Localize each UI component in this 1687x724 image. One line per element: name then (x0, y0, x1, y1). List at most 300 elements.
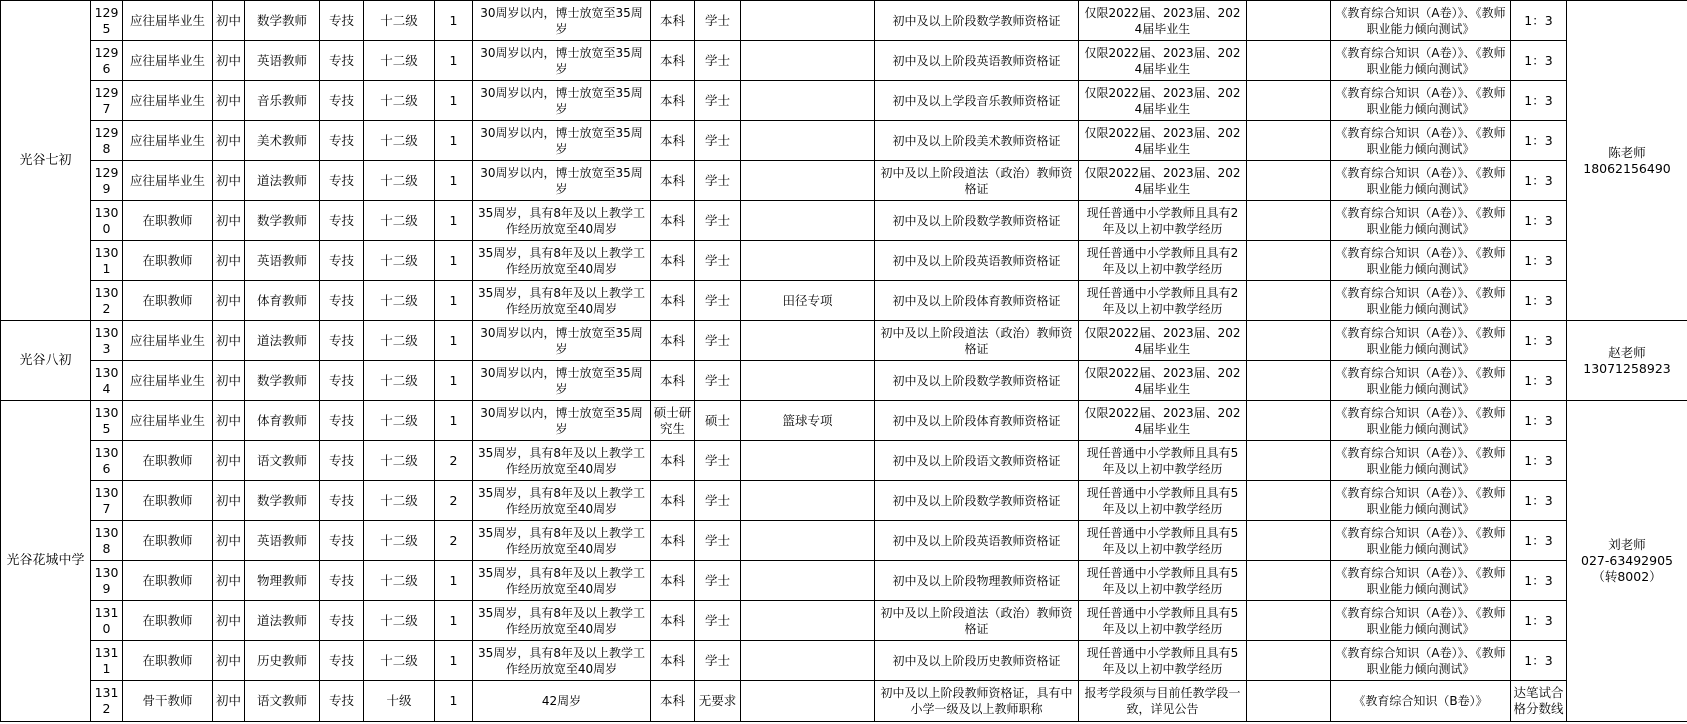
exam-subjects-cell: 《教育综合知识（A卷）》、《教师职业能力倾向测试》 (1331, 641, 1511, 681)
age-requirement-cell: 35周岁，具有8年及以上教学工作经历放宽至40周岁 (473, 561, 651, 601)
age-requirement-cell: 35周岁，具有8年及以上教学工作经历放宽至40周岁 (473, 441, 651, 481)
education-cell: 本科 (651, 241, 695, 281)
recruit-target-cell: 应往届毕业生 (123, 41, 213, 81)
table-row (1, 281, 1687, 321)
other-requirements-cell: 仅限2022届、2023届、2024届毕业生 (1079, 361, 1247, 401)
contact-cell (1567, 321, 1687, 401)
qualification-certificate-cell: 初中及以上阶段道法（政治）教师资格证 (875, 321, 1079, 361)
post-type-cell: 专技 (320, 441, 364, 481)
age-requirement-cell: 30周岁以内，博士放宽至35周岁 (473, 1, 651, 41)
interview-ratio-cell: 1：3 (1511, 361, 1567, 401)
post-type-cell: 专技 (320, 321, 364, 361)
specialty-cell (741, 641, 875, 681)
age-requirement-cell: 30周岁以内，博士放宽至35周岁 (473, 161, 651, 201)
education-cell: 本科 (651, 1, 695, 41)
other-requirements-cell: 仅限2022届、2023届、2024届毕业生 (1079, 41, 1247, 81)
table-row (1, 441, 1687, 481)
education-cell: 本科 (651, 361, 695, 401)
position-code-cell: 1307 (91, 481, 123, 521)
position-code-cell: 1299 (91, 161, 123, 201)
age-requirement-cell: 35周岁，具有8年及以上教学工作经历放宽至40周岁 (473, 521, 651, 561)
school-level-cell: 初中 (213, 441, 245, 481)
other-requirements-cell: 现任普通中小学教师且具有2年及以上初中教学经历 (1079, 241, 1247, 281)
specialty-cell (741, 441, 875, 481)
position-code-cell: 1310 (91, 601, 123, 641)
education-cell: 本科 (651, 561, 695, 601)
position-code-cell: 1300 (91, 201, 123, 241)
interview-ratio-cell: 1：3 (1511, 1, 1567, 41)
age-requirement-cell: 35周岁，具有8年及以上教学工作经历放宽至40周岁 (473, 601, 651, 641)
post-type-cell: 专技 (320, 521, 364, 561)
degree-cell: 学士 (695, 481, 741, 521)
school-level-cell: 初中 (213, 641, 245, 681)
post-grade-cell: 十二级 (364, 601, 435, 641)
recruit-target-cell: 在职教师 (123, 481, 213, 521)
qualification-certificate-cell: 初中及以上学段音乐教师资格证 (875, 81, 1079, 121)
other-requirements-cell: 仅限2022届、2023届、2024届毕业生 (1079, 81, 1247, 121)
degree-cell: 学士 (695, 361, 741, 401)
contact-line: 13071258923 (1583, 360, 1671, 376)
specialty-cell (741, 121, 875, 161)
qualification-certificate-cell: 初中及以上阶段数学教师资格证 (875, 201, 1079, 241)
post-name-cell: 语文教师 (245, 441, 320, 481)
age-requirement-cell: 35周岁，具有8年及以上教学工作经历放宽至40周岁 (473, 481, 651, 521)
headcount-cell: 2 (435, 481, 473, 521)
post-type-cell: 专技 (320, 641, 364, 681)
headcount-cell: 1 (435, 161, 473, 201)
exam-subjects-cell: 《教育综合知识（A卷）》、《教师职业能力倾向测试》 (1331, 121, 1511, 161)
school-level-cell: 初中 (213, 1, 245, 41)
interview-ratio-cell: 1：3 (1511, 41, 1567, 81)
position-code-cell: 1306 (91, 441, 123, 481)
post-grade-cell: 十二级 (364, 81, 435, 121)
age-requirement-cell: 30周岁以内，博士放宽至35周岁 (473, 81, 651, 121)
post-name-cell: 道法教师 (245, 161, 320, 201)
exam-subjects-cell: 《教育综合知识（A卷）》、《教师职业能力倾向测试》 (1331, 281, 1511, 321)
exam-subjects-cell: 《教育综合知识（A卷）》、《教师职业能力倾向测试》 (1331, 521, 1511, 561)
position-code-cell: 1305 (91, 401, 123, 441)
other-requirements-cell: 现任普通中小学教师且具有2年及以上初中教学经历 (1079, 281, 1247, 321)
recruit-target-cell: 在职教师 (123, 441, 213, 481)
school-level-cell: 初中 (213, 601, 245, 641)
other-requirements-cell: 现任普通中小学教师且具有2年及以上初中教学经历 (1079, 201, 1247, 241)
interview-ratio-cell: 1：3 (1511, 161, 1567, 201)
notes-cell (1247, 321, 1331, 361)
exam-subjects-cell: 《教育综合知识（A卷）》、《教师职业能力倾向测试》 (1331, 41, 1511, 81)
table-row (1, 401, 1687, 441)
position-code-cell: 1297 (91, 81, 123, 121)
position-code-cell: 1302 (91, 281, 123, 321)
recruit-target-cell: 在职教师 (123, 201, 213, 241)
interview-ratio-cell: 1：3 (1511, 641, 1567, 681)
degree-cell: 学士 (695, 1, 741, 41)
other-requirements-cell: 报考学段须与目前任教学段一致，详见公告 (1079, 681, 1247, 722)
exam-subjects-cell: 《教育综合知识（A卷）》、《教师职业能力倾向测试》 (1331, 401, 1511, 441)
other-requirements-cell: 仅限2022届、2023届、2024届毕业生 (1079, 321, 1247, 361)
post-type-cell: 专技 (320, 241, 364, 281)
table-row (1, 1, 1687, 41)
degree-cell: 学士 (695, 561, 741, 601)
age-requirement-cell: 35周岁，具有8年及以上教学工作经历放宽至40周岁 (473, 201, 651, 241)
post-name-cell: 语文教师 (245, 681, 320, 722)
interview-ratio-cell: 1：3 (1511, 121, 1567, 161)
specialty-cell (741, 521, 875, 561)
recruit-target-cell: 应往届毕业生 (123, 401, 213, 441)
notes-cell (1247, 641, 1331, 681)
age-requirement-cell: 35周岁，具有8年及以上教学工作经历放宽至40周岁 (473, 241, 651, 281)
notes-cell (1247, 441, 1331, 481)
exam-subjects-cell: 《教育综合知识（A卷）》、《教师职业能力倾向测试》 (1331, 241, 1511, 281)
contact-line: 刘老师 (1608, 537, 1646, 552)
interview-ratio-cell: 达笔试合格分数线 (1511, 681, 1567, 722)
exam-subjects-cell: 《教育综合知识（A卷）》、《教师职业能力倾向测试》 (1331, 361, 1511, 401)
education-cell: 硕士研究生 (651, 401, 695, 441)
notes-cell (1247, 241, 1331, 281)
post-grade-cell: 十二级 (364, 321, 435, 361)
specialty-cell: 田径专项 (741, 281, 875, 321)
interview-ratio-cell: 1：3 (1511, 401, 1567, 441)
table-row (1, 481, 1687, 521)
exam-subjects-cell: 《教育综合知识（A卷）》、《教师职业能力倾向测试》 (1331, 1, 1511, 41)
school-level-cell: 初中 (213, 241, 245, 281)
position-code-cell: 1312 (91, 681, 123, 722)
notes-cell (1247, 1, 1331, 41)
post-type-cell: 专技 (320, 601, 364, 641)
headcount-cell: 1 (435, 321, 473, 361)
post-grade-cell: 十二级 (364, 401, 435, 441)
degree-cell: 学士 (695, 441, 741, 481)
table-row (1, 241, 1687, 281)
specialty-cell (741, 1, 875, 41)
table-row (1, 681, 1687, 722)
specialty-cell (741, 561, 875, 601)
education-cell: 本科 (651, 521, 695, 561)
post-grade-cell: 十二级 (364, 561, 435, 601)
notes-cell (1247, 361, 1331, 401)
degree-cell: 硕士 (695, 401, 741, 441)
notes-cell (1247, 521, 1331, 561)
post-grade-cell: 十二级 (364, 161, 435, 201)
post-name-cell: 数学教师 (245, 1, 320, 41)
notes-cell (1247, 201, 1331, 241)
post-type-cell: 专技 (320, 361, 364, 401)
post-name-cell: 音乐教师 (245, 81, 320, 121)
specialty-cell (741, 321, 875, 361)
table-row (1, 321, 1687, 361)
interview-ratio-cell: 1：3 (1511, 201, 1567, 241)
recruit-target-cell: 在职教师 (123, 521, 213, 561)
post-name-cell: 道法教师 (245, 321, 320, 361)
post-name-cell: 英语教师 (245, 41, 320, 81)
age-requirement-cell: 35周岁，具有8年及以上教学工作经历放宽至40周岁 (473, 641, 651, 681)
post-grade-cell: 十二级 (364, 521, 435, 561)
age-requirement-cell: 30周岁以内，博士放宽至35周岁 (473, 401, 651, 441)
post-type-cell: 专技 (320, 121, 364, 161)
position-code-cell: 1298 (91, 121, 123, 161)
specialty-cell (741, 361, 875, 401)
interview-ratio-cell: 1：3 (1511, 481, 1567, 521)
degree-cell: 学士 (695, 121, 741, 161)
other-requirements-cell: 现任普通中小学教师且具有5年及以上初中教学经历 (1079, 641, 1247, 681)
education-cell: 本科 (651, 41, 695, 81)
notes-cell (1247, 681, 1331, 722)
headcount-cell: 1 (435, 601, 473, 641)
post-type-cell: 专技 (320, 401, 364, 441)
contact-line: 027-63492905 (1581, 553, 1673, 568)
exam-subjects-cell: 《教育综合知识（A卷）》、《教师职业能力倾向测试》 (1331, 441, 1511, 481)
headcount-cell: 2 (435, 441, 473, 481)
specialty-cell (741, 481, 875, 521)
interview-ratio-cell: 1：3 (1511, 561, 1567, 601)
specialty-cell (741, 601, 875, 641)
interview-ratio-cell: 1：3 (1511, 601, 1567, 641)
recruit-target-cell: 应往届毕业生 (123, 121, 213, 161)
exam-subjects-cell: 《教育综合知识（B卷）》 (1331, 681, 1511, 722)
recruit-target-cell: 骨干教师 (123, 681, 213, 722)
degree-cell: 学士 (695, 601, 741, 641)
school-level-cell: 初中 (213, 201, 245, 241)
school-level-cell: 初中 (213, 41, 245, 81)
exam-subjects-cell: 《教育综合知识（A卷）》、《教师职业能力倾向测试》 (1331, 601, 1511, 641)
interview-ratio-cell: 1：3 (1511, 81, 1567, 121)
degree-cell: 学士 (695, 41, 741, 81)
education-cell: 本科 (651, 681, 695, 722)
qualification-certificate-cell: 初中及以上阶段数学教师资格证 (875, 481, 1079, 521)
qualification-certificate-cell: 初中及以上阶段体育教师资格证 (875, 281, 1079, 321)
table-row (1, 601, 1687, 641)
headcount-cell: 2 (435, 521, 473, 561)
headcount-cell: 1 (435, 1, 473, 41)
interview-ratio-cell: 1：3 (1511, 281, 1567, 321)
table-row (1, 641, 1687, 681)
school-level-cell: 初中 (213, 281, 245, 321)
qualification-certificate-cell: 初中及以上阶段教师资格证，具有中小学一级及以上教师职称 (875, 681, 1079, 722)
age-requirement-cell: 30周岁以内，博士放宽至35周岁 (473, 321, 651, 361)
headcount-cell: 1 (435, 681, 473, 722)
specialty-cell (741, 81, 875, 121)
post-grade-cell: 十二级 (364, 201, 435, 241)
post-name-cell: 数学教师 (245, 481, 320, 521)
table-row (1, 201, 1687, 241)
degree-cell: 学士 (695, 161, 741, 201)
headcount-cell: 1 (435, 361, 473, 401)
post-name-cell: 道法教师 (245, 601, 320, 641)
table-row (1, 121, 1687, 161)
notes-cell (1247, 601, 1331, 641)
age-requirement-cell: 30周岁以内，博士放宽至35周岁 (473, 41, 651, 81)
contact-line: 赵老师 (1608, 344, 1646, 360)
notes-cell (1247, 481, 1331, 521)
exam-subjects-cell: 《教育综合知识（A卷）》、《教师职业能力倾向测试》 (1331, 161, 1511, 201)
degree-cell: 学士 (695, 81, 741, 121)
post-type-cell: 专技 (320, 481, 364, 521)
table-row (1, 161, 1687, 201)
position-code-cell: 1301 (91, 241, 123, 281)
school-level-cell: 初中 (213, 561, 245, 601)
specialty-cell (741, 681, 875, 722)
education-cell: 本科 (651, 121, 695, 161)
post-name-cell: 英语教师 (245, 521, 320, 561)
table-body (1, 1, 1687, 722)
recruit-target-cell: 在职教师 (123, 241, 213, 281)
position-code-cell: 1308 (91, 521, 123, 561)
school-level-cell: 初中 (213, 481, 245, 521)
qualification-certificate-cell: 初中及以上阶段英语教师资格证 (875, 41, 1079, 81)
post-name-cell: 英语教师 (245, 241, 320, 281)
other-requirements-cell: 现任普通中小学教师且具有5年及以上初中教学经历 (1079, 521, 1247, 561)
education-cell: 本科 (651, 281, 695, 321)
post-type-cell: 专技 (320, 1, 364, 41)
post-grade-cell: 十二级 (364, 281, 435, 321)
qualification-certificate-cell: 初中及以上阶段语文教师资格证 (875, 441, 1079, 481)
specialty-cell: 篮球专项 (741, 401, 875, 441)
post-name-cell: 数学教师 (245, 201, 320, 241)
other-requirements-cell: 现任普通中小学教师且具有5年及以上初中教学经历 (1079, 561, 1247, 601)
qualification-certificate-cell: 初中及以上阶段体育教师资格证 (875, 401, 1079, 441)
post-name-cell: 数学教师 (245, 361, 320, 401)
specialty-cell (741, 201, 875, 241)
post-grade-cell: 十二级 (364, 121, 435, 161)
interview-ratio-cell: 1：3 (1511, 321, 1567, 361)
education-cell: 本科 (651, 601, 695, 641)
qualification-certificate-cell: 初中及以上阶段数学教师资格证 (875, 361, 1079, 401)
position-code-cell: 1311 (91, 641, 123, 681)
headcount-cell: 1 (435, 121, 473, 161)
exam-subjects-cell: 《教育综合知识（A卷）》、《教师职业能力倾向测试》 (1331, 81, 1511, 121)
recruit-target-cell: 在职教师 (123, 281, 213, 321)
specialty-cell (741, 241, 875, 281)
headcount-cell: 1 (435, 401, 473, 441)
post-grade-cell: 十二级 (364, 241, 435, 281)
interview-ratio-cell: 1：3 (1511, 521, 1567, 561)
recruit-target-cell: 在职教师 (123, 641, 213, 681)
post-grade-cell: 十二级 (364, 481, 435, 521)
post-type-cell: 专技 (320, 41, 364, 81)
headcount-cell: 1 (435, 241, 473, 281)
degree-cell: 无要求 (695, 681, 741, 722)
qualification-certificate-cell: 初中及以上阶段历史教师资格证 (875, 641, 1079, 681)
contact-line: 18062156490 (1583, 160, 1671, 176)
post-type-cell: 专技 (320, 561, 364, 601)
recruit-target-cell: 在职教师 (123, 601, 213, 641)
post-name-cell: 体育教师 (245, 281, 320, 321)
recruit-target-cell: 在职教师 (123, 561, 213, 601)
post-grade-cell: 十二级 (364, 41, 435, 81)
position-code-cell: 1309 (91, 561, 123, 601)
age-requirement-cell: 30周岁以内，博士放宽至35周岁 (473, 121, 651, 161)
post-type-cell: 专技 (320, 161, 364, 201)
school-level-cell: 初中 (213, 321, 245, 361)
school-level-cell: 初中 (213, 81, 245, 121)
headcount-cell: 1 (435, 281, 473, 321)
post-grade-cell: 十二级 (364, 361, 435, 401)
table-row (1, 41, 1687, 81)
exam-subjects-cell: 《教育综合知识（A卷）》、《教师职业能力倾向测试》 (1331, 561, 1511, 601)
qualification-certificate-cell: 初中及以上阶段英语教师资格证 (875, 241, 1079, 281)
school-level-cell: 初中 (213, 361, 245, 401)
interview-ratio-cell: 1：3 (1511, 241, 1567, 281)
recruit-target-cell: 应往届毕业生 (123, 321, 213, 361)
qualification-certificate-cell: 初中及以上阶段英语教师资格证 (875, 521, 1079, 561)
post-name-cell: 历史教师 (245, 641, 320, 681)
education-cell: 本科 (651, 201, 695, 241)
notes-cell (1247, 161, 1331, 201)
recruit-target-cell: 应往届毕业生 (123, 361, 213, 401)
school-name-cell: 光谷七初 (1, 1, 91, 321)
table-row (1, 81, 1687, 121)
table-row (1, 561, 1687, 601)
headcount-cell: 1 (435, 201, 473, 241)
qualification-certificate-cell: 初中及以上阶段道法（政治）教师资格证 (875, 601, 1079, 641)
post-name-cell: 美术教师 (245, 121, 320, 161)
headcount-cell: 1 (435, 561, 473, 601)
position-code-cell: 1295 (91, 1, 123, 41)
notes-cell (1247, 121, 1331, 161)
qualification-certificate-cell: 初中及以上阶段数学教师资格证 (875, 1, 1079, 41)
school-name-cell: 光谷花城中学 (1, 401, 91, 722)
school-name-cell: 光谷八初 (1, 321, 91, 401)
other-requirements-cell: 仅限2022届、2023届、2024届毕业生 (1079, 161, 1247, 201)
qualification-certificate-cell: 初中及以上阶段美术教师资格证 (875, 121, 1079, 161)
post-grade-cell: 十二级 (364, 441, 435, 481)
post-type-cell: 专技 (320, 281, 364, 321)
recruit-target-cell: 应往届毕业生 (123, 1, 213, 41)
other-requirements-cell: 现任普通中小学教师且具有5年及以上初中教学经历 (1079, 441, 1247, 481)
degree-cell: 学士 (695, 241, 741, 281)
headcount-cell: 1 (435, 81, 473, 121)
exam-subjects-cell: 《教育综合知识（A卷）》、《教师职业能力倾向测试》 (1331, 481, 1511, 521)
contact-line: （转8002） (1592, 569, 1662, 584)
table-row (1, 521, 1687, 561)
degree-cell: 学士 (695, 321, 741, 361)
specialty-cell (741, 41, 875, 81)
school-level-cell: 初中 (213, 121, 245, 161)
education-cell: 本科 (651, 441, 695, 481)
exam-subjects-cell: 《教育综合知识（A卷）》、《教师职业能力倾向测试》 (1331, 321, 1511, 361)
age-requirement-cell: 30周岁以内，博士放宽至35周岁 (473, 361, 651, 401)
recruit-target-cell: 应往届毕业生 (123, 161, 213, 201)
contact-line: 陈老师 (1608, 144, 1646, 160)
position-code-cell: 1296 (91, 41, 123, 81)
position-code-cell: 1304 (91, 361, 123, 401)
post-name-cell: 体育教师 (245, 401, 320, 441)
education-cell: 本科 (651, 481, 695, 521)
headcount-cell: 1 (435, 41, 473, 81)
specialty-cell (741, 161, 875, 201)
post-grade-cell: 十级 (364, 681, 435, 722)
contact-cell (1567, 401, 1687, 722)
post-type-cell: 专技 (320, 681, 364, 722)
school-level-cell: 初中 (213, 681, 245, 722)
education-cell: 本科 (651, 321, 695, 361)
degree-cell: 学士 (695, 281, 741, 321)
post-grade-cell: 十二级 (364, 641, 435, 681)
other-requirements-cell: 现任普通中小学教师且具有5年及以上初中教学经历 (1079, 601, 1247, 641)
school-level-cell: 初中 (213, 161, 245, 201)
other-requirements-cell: 仅限2022届、2023届、2024届毕业生 (1079, 1, 1247, 41)
education-cell: 本科 (651, 81, 695, 121)
education-cell: 本科 (651, 161, 695, 201)
other-requirements-cell: 仅限2022届、2023届、2024届毕业生 (1079, 401, 1247, 441)
other-requirements-cell: 现任普通中小学教师且具有5年及以上初中教学经历 (1079, 481, 1247, 521)
exam-subjects-cell: 《教育综合知识（A卷）》、《教师职业能力倾向测试》 (1331, 201, 1511, 241)
age-requirement-cell: 42周岁 (473, 681, 651, 722)
other-requirements-cell: 仅限2022届、2023届、2024届毕业生 (1079, 121, 1247, 161)
headcount-cell: 1 (435, 641, 473, 681)
post-name-cell: 物理教师 (245, 561, 320, 601)
notes-cell (1247, 561, 1331, 601)
age-requirement-cell: 35周岁，具有8年及以上教学工作经历放宽至40周岁 (473, 281, 651, 321)
